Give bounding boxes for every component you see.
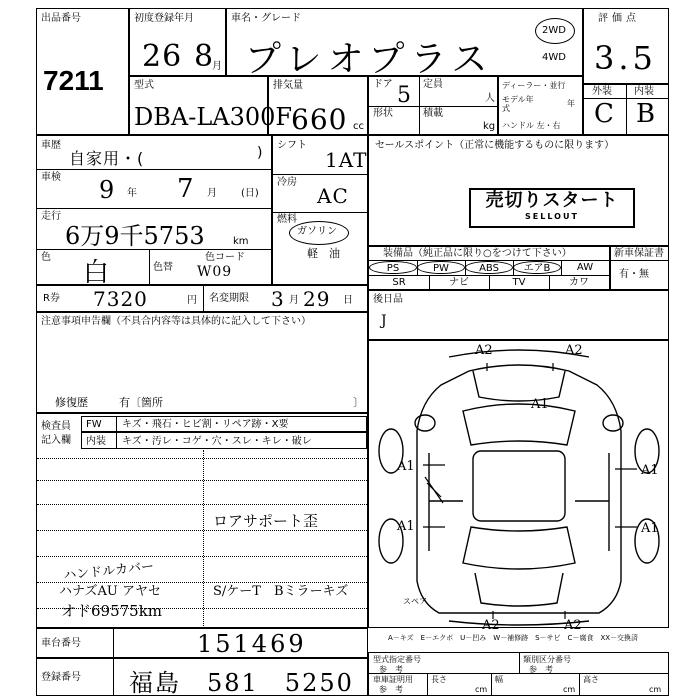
fw-items: キズ・飛石・ヒビ割・リペア跡・X要 [122, 419, 289, 430]
fw-label: FW [86, 419, 102, 430]
stamp-sub: SELLOUT [525, 212, 579, 221]
month-unit: 月 [212, 61, 222, 72]
first-reg-year: 26 [142, 39, 183, 74]
mark-front-right: A2 [565, 343, 583, 358]
damage-legend: A－キズ E－エクボ U－凹み W－補修跡 S－サビ C－腐食 XX－交換済 [388, 634, 639, 642]
equipment-item: AW [576, 262, 594, 273]
details-box [36, 135, 272, 288]
year-unit: 年 [567, 99, 575, 108]
length-label: 長さ [431, 675, 447, 684]
inspector-note-3: ハナズAU アヤセ [59, 584, 161, 599]
shape-label: 形状 [373, 108, 393, 119]
stamp-main: 売切りスタート [485, 190, 619, 211]
chassis-label: 車台番号 [41, 638, 81, 649]
displacement-box [268, 76, 368, 135]
category-ref: 参 考 [529, 665, 553, 674]
dealer-box [498, 76, 583, 135]
lot-number: 7211 [43, 65, 104, 96]
kg-unit: kg [483, 121, 496, 132]
r-ticket-label: R券 [43, 293, 60, 304]
car-outline [369, 341, 668, 627]
interior-row [81, 432, 367, 449]
fuel-label: 燃料 [277, 214, 297, 225]
mark-right-front: A1 [641, 463, 659, 478]
notice-box [36, 312, 368, 413]
r-ticket-value: 7320 [93, 287, 148, 311]
ext-int-box [583, 84, 669, 135]
equipment-item: PS [369, 261, 417, 274]
designation-ref: 参 考 [379, 665, 403, 674]
equipment-box [368, 246, 610, 290]
inspector-box [36, 413, 368, 628]
width-unit: cm [563, 685, 576, 694]
inspection-year: 9 [99, 176, 116, 204]
inspection-month: 7 [177, 174, 195, 204]
equipment-item: SR [392, 277, 406, 288]
retrofit-box [368, 290, 669, 340]
color-code: W09 [197, 264, 233, 280]
first-reg-box [129, 8, 226, 76]
mileage-label: 走行 [41, 211, 61, 222]
displacement-value: 660 [291, 103, 348, 136]
warranty-box [610, 246, 669, 290]
fuel-value: ガソリン [297, 226, 337, 237]
mark-left-front: A1 [397, 459, 415, 474]
displacement-label: 排気量 [273, 80, 303, 91]
mark-rear-right-out: A2 [564, 618, 582, 633]
first-reg-month: 8 [194, 39, 215, 74]
score-label: 評価点 [598, 13, 640, 24]
doors-value: 5 [397, 83, 412, 108]
chassis-value: 151469 [197, 630, 307, 658]
model-year-label: モデル年式 [502, 95, 534, 113]
equipment-item: カワ [569, 277, 589, 288]
inspection-month-unit: 月 [207, 188, 217, 199]
name-grade-label: 車名・グレード [231, 13, 301, 24]
cert-label: 車庫証明用 [373, 675, 413, 684]
chassis-box [36, 628, 368, 658]
equipment-label: 装備品（純正品に限り○をつけて下さい） [383, 248, 572, 259]
fw-row [81, 416, 367, 432]
name-change-label: 名変期限 [209, 293, 249, 304]
repair-close: 〕 [353, 396, 364, 409]
name-grade-box [226, 8, 583, 80]
history-close: ) [257, 145, 263, 161]
height-unit: cm [649, 685, 662, 694]
drive-4wd: 4WD [542, 52, 566, 63]
km-unit: km [233, 236, 249, 247]
footer-ref-box [368, 652, 669, 696]
retrofit-value: J [381, 313, 388, 329]
drive-2wd: 2WD [542, 25, 566, 36]
mileage-value: 6万9千5753 [65, 222, 205, 250]
equipment-item: エアB [513, 261, 561, 274]
interior-items: キズ・汚レ・コゲ・穴・スレ・キレ・破レ [122, 436, 312, 447]
inspector-note-2: ハンドルカバー [62, 559, 155, 584]
inspector-label-2: 記入欄 [41, 435, 71, 446]
reg-value: 福島 581 5250 [129, 669, 354, 697]
sellout-stamp [469, 188, 635, 228]
score-box [583, 8, 669, 84]
dealer-label: ディーラー・並行 [502, 81, 566, 90]
inspector-note-4: S/ケーT Bミラーキズ [213, 584, 349, 599]
damage-diagram [368, 340, 669, 628]
shift-value: 1AT [325, 148, 368, 172]
inspector-note-1: ロアサポート歪 [213, 512, 319, 530]
model-label: 型式 [134, 80, 154, 91]
r-ticket-box [36, 285, 368, 312]
width-label: 幅 [495, 675, 503, 684]
door-box [368, 76, 498, 135]
repair-label: 修復歴 [55, 396, 88, 409]
car-name: プレオプラス [245, 39, 494, 80]
color-label: 色 [41, 252, 51, 263]
warranty-label: 新車保証書 [614, 248, 664, 259]
exterior-grade: C [594, 99, 615, 129]
name-change-month-unit: 月 [289, 295, 299, 306]
yen-unit: 円 [187, 295, 197, 306]
equipment-item: ABS [465, 261, 513, 274]
spare-label: スペア [403, 597, 427, 606]
person-unit: 人 [485, 93, 495, 104]
sales-point-box [368, 135, 669, 246]
fuel-alt: 軽 油 [307, 247, 340, 260]
exterior-label: 外装 [592, 86, 612, 97]
mark-right-rear: A1 [641, 521, 659, 536]
inspector-note-5: オド69575km [61, 602, 163, 620]
length-unit: cm [475, 685, 488, 694]
inspection-year-unit: 年 [127, 188, 137, 199]
model-code: DBA-LA300F [134, 103, 293, 131]
shift-label: シフト [277, 140, 307, 151]
aircon-value: AC [317, 184, 349, 208]
mark-front-left: A2 [475, 343, 493, 358]
retrofit-label: 後日品 [373, 294, 403, 305]
equipment-item: ナビ [449, 277, 469, 288]
load-label: 積載 [423, 108, 443, 119]
mark-left-rear: A1 [397, 519, 415, 534]
inspector-label-1: 検査員 [41, 421, 71, 432]
mark-roof: A1 [531, 397, 549, 412]
day-char: 日 [343, 295, 353, 306]
cc-unit: cc [353, 121, 364, 132]
height-label: 高さ [583, 675, 599, 684]
lot-label: 出品番号 [41, 13, 81, 24]
history-value: 自家用・( [69, 149, 145, 168]
history-label: 車歴 [41, 140, 61, 151]
color-value: 白 [83, 258, 111, 288]
inspection-label: 車検 [41, 172, 61, 183]
handle-label: ハンドル 左・右 [502, 121, 561, 130]
color-code-label: 色コード [205, 252, 245, 263]
inspection-day-unit: (日) [241, 188, 259, 199]
diagram-footer [368, 618, 669, 644]
door-label: ドア [373, 79, 393, 90]
reg-box [36, 658, 368, 696]
first-reg-label: 初度登録年月 [134, 13, 194, 24]
reg-label: 登録番号 [41, 672, 81, 683]
spec-box [272, 135, 368, 285]
mark-rear-left-out: A2 [482, 618, 500, 633]
category-label: 類別区分番号 [523, 655, 571, 664]
score-value: 3.5 [594, 39, 657, 77]
cert-ref: 参 考 [379, 685, 403, 694]
capacity-label: 定員 [423, 79, 443, 90]
notice-label: 注意事項申告欄（不具合内容等は具体的に記入して下さい） [41, 316, 311, 327]
equipment-row-1 [369, 260, 609, 275]
sales-point-label: セールスポイント（正常に機能するものに限ります） [375, 140, 615, 151]
name-change-day: 29 [303, 287, 331, 311]
warranty-value: 有・無 [619, 269, 649, 280]
interior-grade: B [636, 99, 657, 129]
aircon-label: 冷房 [277, 177, 297, 188]
color-change-label: 色替 [153, 262, 173, 273]
repair-value: 有〔箇所 [119, 396, 163, 409]
name-change-month: 3 [271, 287, 285, 311]
equipment-row-2 [369, 275, 609, 290]
interior-label: 内装 [634, 86, 654, 97]
equipment-item: TV [512, 277, 526, 288]
lot-number-box [36, 8, 129, 135]
interior-row-label: 内装 [86, 436, 106, 447]
designation-label: 型式指定番号 [373, 655, 421, 664]
equipment-item: PW [417, 261, 465, 274]
